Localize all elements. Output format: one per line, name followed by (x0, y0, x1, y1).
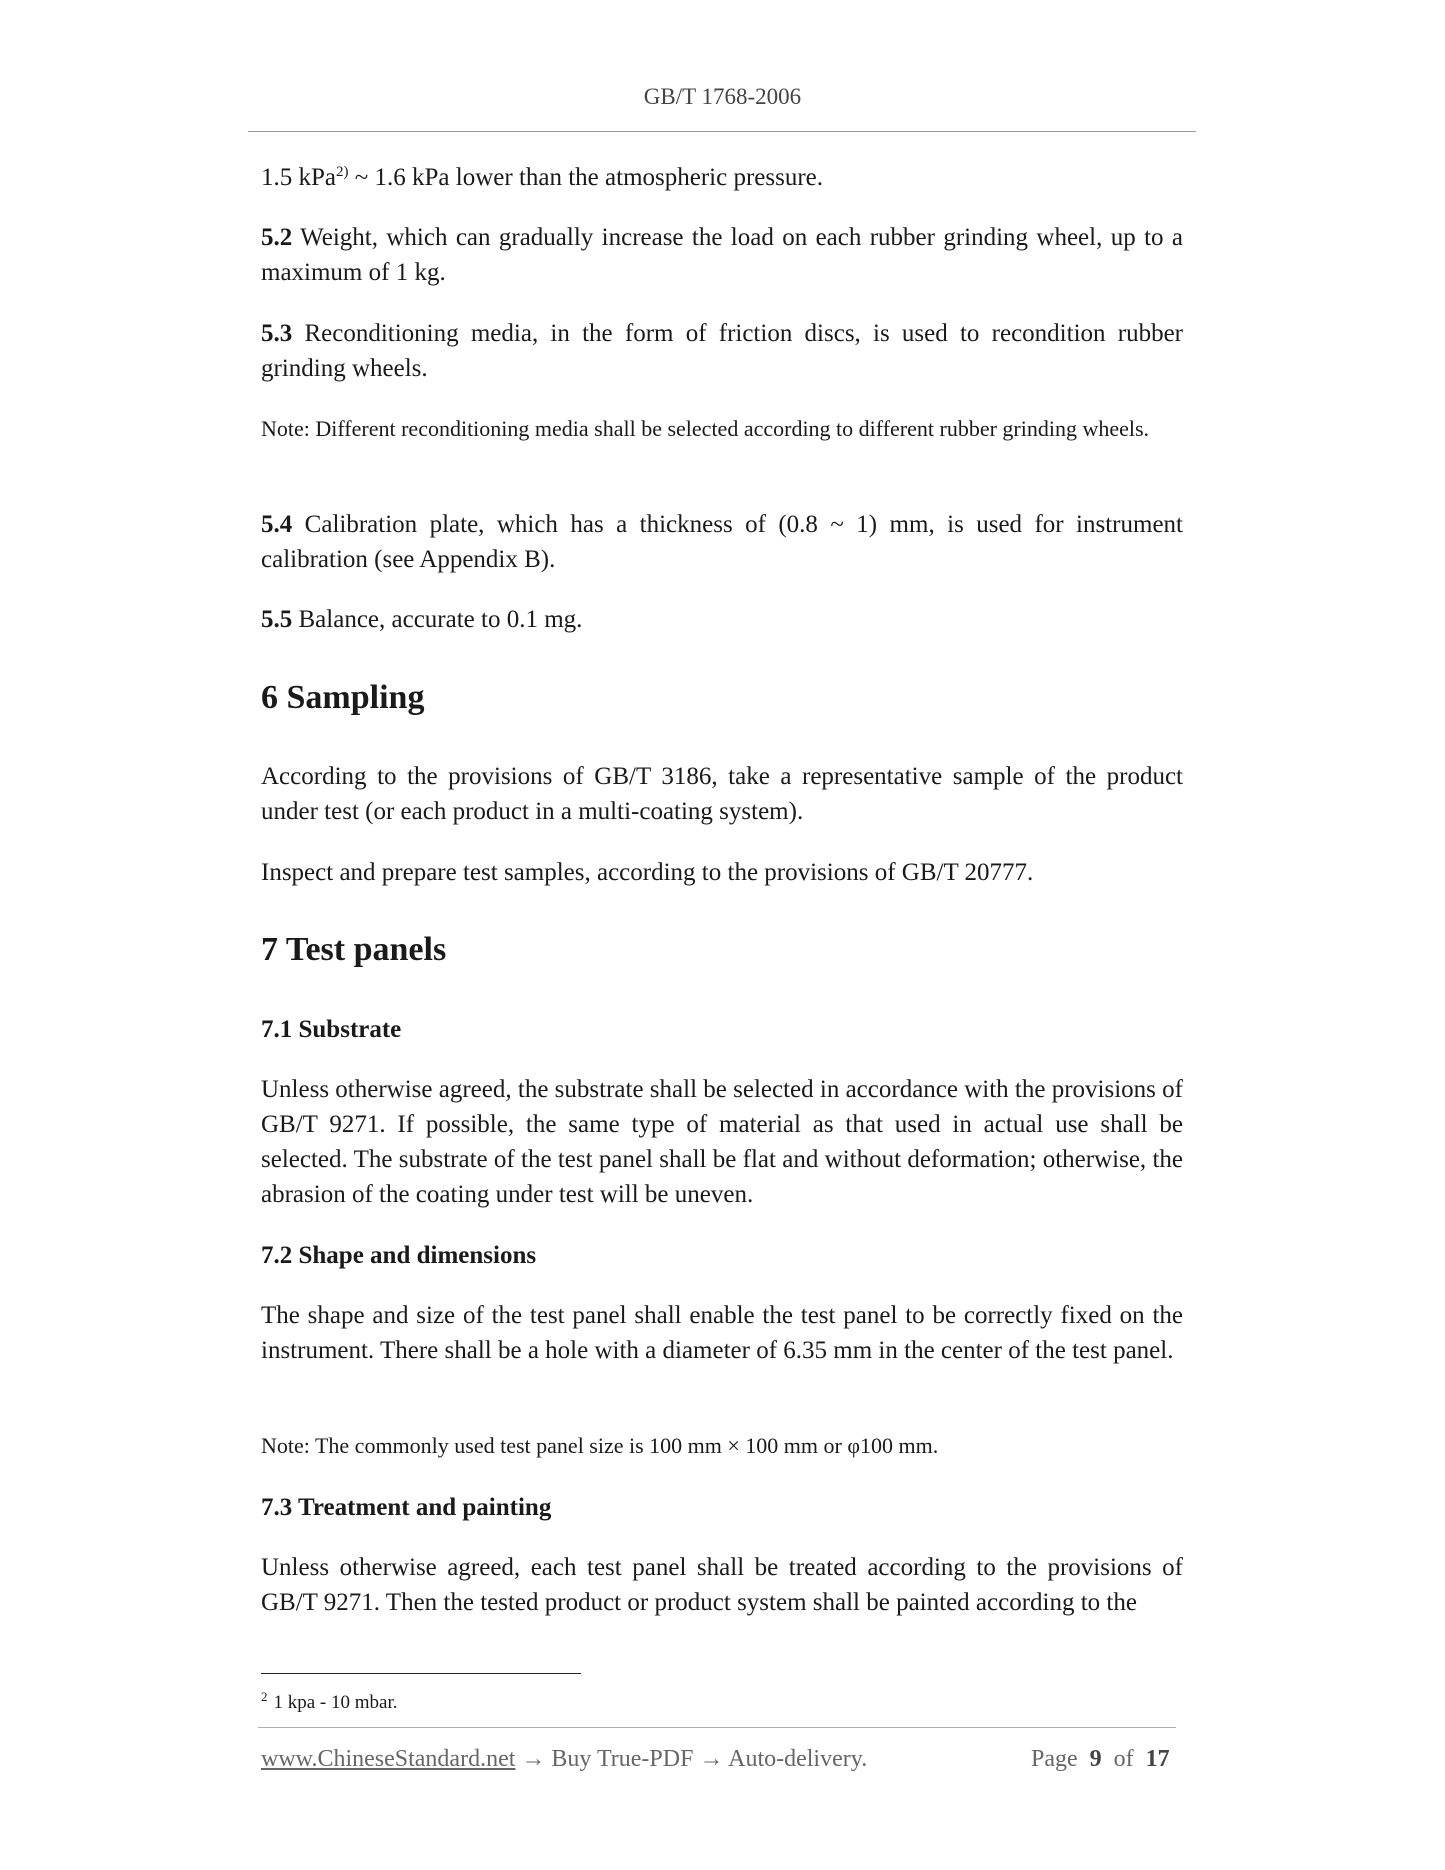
page-total: 17 (1145, 1746, 1170, 1772)
footer-promo (261, 1746, 867, 1773)
site-link[interactable]: www.ChineseStandard.net (261, 1746, 516, 1772)
clause-text: Weight, which can gradually increase the load on each rubber grinding wheel, up to a maximum of 1 kg. (261, 224, 1183, 286)
page-number: 9 (1089, 1746, 1102, 1772)
clause-5-4 (261, 507, 1183, 577)
clause-5-5 (261, 602, 1183, 637)
paragraph-7-3: Unless otherwise agreed, each test panel shall be treated according to the provisions of GB/T 9271. Then the tested product or product system shall be painted according to the (261, 1554, 1183, 1616)
paragraph-6-2: Inspect and prepare test samples, according to the provisions of GB/T 20777. (261, 859, 1034, 886)
paragraph-7-1: Unless otherwise agreed, the substrate shall be selected in accordance with the provisions of GB/T 9271. If possible, the same type of material as that used in actual use shall be selected. The substrate of the test panel shall be flat and without deformation; otherwise, the abrasion of the coating under test will be uneven. (261, 1076, 1183, 1208)
footnote-text: 1 kpa - 10 mbar. (273, 1692, 398, 1713)
footnote-divider (261, 1673, 581, 1674)
section-heading-6: 6 Sampling (261, 679, 425, 716)
note-7-2: Note: The commonly used test panel size is 100 mm × 100 mm or φ100 mm. (261, 1433, 939, 1458)
subsection-heading-7-2: 7.2 Shape and dimensions (261, 1242, 537, 1269)
clause-number: 5.4 (261, 511, 293, 538)
continuation-text-b: ~ 1.6 kPa lower than the atmospheric pressure. (348, 164, 824, 191)
header-divider (248, 131, 1196, 132)
clause-number: 5.2 (261, 224, 293, 251)
clause-text: Reconditioning media, in the form of friction discs, is used to recondition rubber grinding wheels. (261, 320, 1183, 382)
clause-text: Calibration plate, which has a thickness of (0.8 ~ 1) mm, is used for instrument calibration (see Appendix B). (261, 511, 1183, 573)
paragraph-7-2: The shape and size of the test panel shall enable the test panel to be correctly fixed on the instrument. There shall be a hole with a diameter of 6.35 mm in the center of the test panel. (261, 1302, 1183, 1364)
page-label: Page (1031, 1746, 1078, 1772)
note-5-3: Note: Different reconditioning media shall be selected according to different rubber grinding wheels. (261, 416, 1150, 441)
section-heading-7: 7 Test panels (261, 931, 447, 968)
page-indicator (1031, 1746, 1170, 1773)
footnote (261, 1683, 398, 1717)
header-title: GB/T 1768-2006 (643, 84, 802, 109)
clause-number: 5.5 (261, 606, 293, 633)
clause-text: Balance, accurate to 0.1 mg. (292, 606, 583, 633)
clause-5-3 (261, 316, 1183, 386)
clause-number: 5.3 (261, 320, 293, 347)
footnote-mark: 2 (261, 1689, 268, 1704)
subsection-heading-7-3: 7.3 Treatment and painting (261, 1494, 552, 1521)
footnote-reference[interactable]: 2) (336, 164, 349, 180)
of-label: of (1113, 1746, 1134, 1772)
footer-divider (258, 1727, 1176, 1728)
paragraph-6-1: According to the provisions of GB/T 3186, take a representative sample of the product under test (or each product in a multi-coating system). (261, 763, 1183, 825)
continuation-text-a: 1.5 kPa (261, 164, 336, 191)
clause-5-2 (261, 220, 1183, 290)
promo-text: → Buy True-PDF → Auto-delivery. (515, 1746, 868, 1772)
paragraph-continuation (261, 160, 1183, 195)
subsection-heading-7-1: 7.1 Substrate (261, 1016, 402, 1043)
